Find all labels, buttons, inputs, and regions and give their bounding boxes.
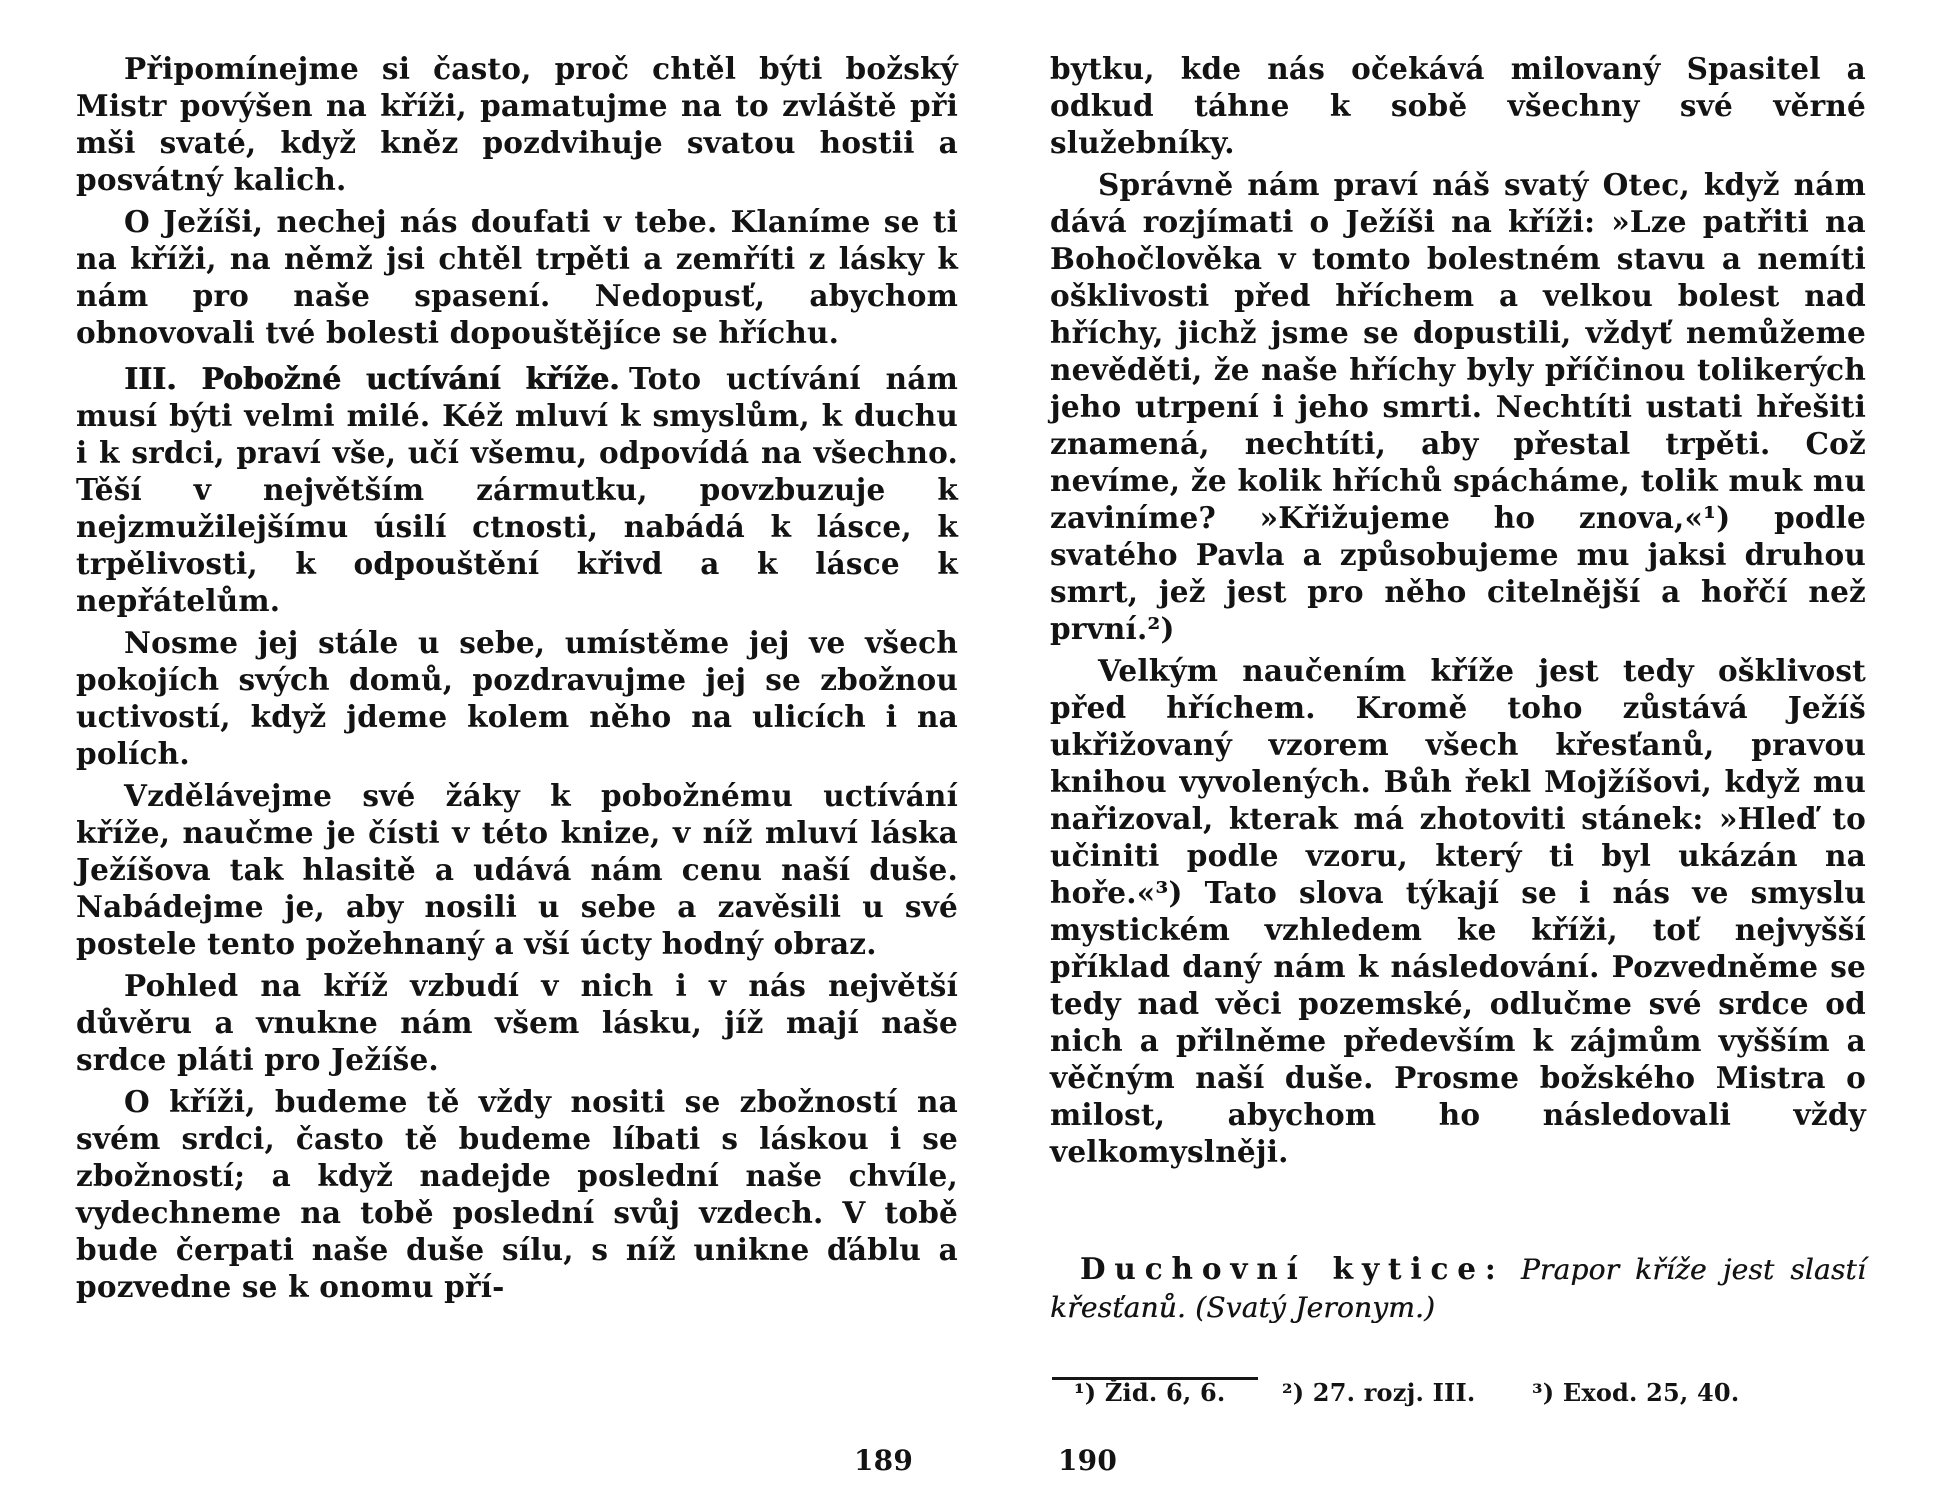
section-heading: III. Pobožné uctívání kříže. (124, 361, 620, 396)
paragraph: Správně nám praví náš svatý Otec, když nám dává rozjímati o Ježíši na kříži: »Lze patřiti na Bohočlověka v tomto bolestném stavu a nemíti ošklivosti před hříchem a velkou bolest nad hříchy, jichž jsme se dopustili, vždyť nemůžeme nevěděti, že naše hříchy byly příčinou tolikerých jeho utrpení i jeho smrti. Nechtíti ustati hřešiti znamená, nechtíti, aby přestal trpěti. Což nevíme, že kolik hříchů spácháme, tolik muk mu zaviníme? »Křižujeme ho znova,«¹) podle svatého Pavla a způsobujeme mu jaksi druhou smrt, jež jest pro něho citelnější a hořčí než první.²) (1050, 167, 1866, 646)
footnote: ³) Exod. 25, 40. (1532, 1378, 1740, 1407)
paragraph: Připomínejme si často, proč chtěl býti božský Mistr povýšen na kříži, pamatujme na to zvláště při mši svaté, když kněz pozdvihuje svatou hostii a posvátný kalich. (76, 51, 958, 197)
bouquet-quote: Prapor kříže jest slastí křesťanů. (Svatý Jeronym.) (1050, 1253, 1866, 1324)
footnotes-line (1074, 1378, 1890, 1408)
section-paragraph (76, 360, 958, 619)
footnote: ²) 27. rozj. III. (1281, 1378, 1476, 1407)
page-number: 190 (1058, 1444, 1118, 1477)
paragraph: Vzdělávejme své žáky k pobožnému uctívání kříže, naučme je čísti v této knize, v níž mluví láska Ježíšova tak hlasitě a udává nám cenu naší duše. Nabádejme je, aby nosili u sebe a zavěsili u své postele tento požehnaný a vší úcty hodný obraz. (76, 778, 958, 961)
paragraph: Nosme jej stále u sebe, umístěme jej ve všech pokojích svých domů, pozdravujme jej se zbožnou uctivostí, když jdeme kolem něho na ulicích i na polích. (76, 625, 958, 771)
paragraph: bytku, kde nás očekává milovaný Spasitel a odkud táhne k sobě všechny své věrné služebníky. (1050, 51, 1866, 160)
bouquet-label: Duchovní kytice: (1080, 1251, 1505, 1286)
page-189 (76, 50, 958, 1500)
page-number: 189 (854, 1444, 914, 1477)
paragraph: Pohled na kříž vzbudí v nich i v nás největší důvěru a vnukne nám všem lásku, jíž mají naše srdce pláti pro Ježíše. (76, 968, 958, 1077)
paragraph: Velkým naučením kříže jest tedy ošklivost před hříchem. Kromě toho zůstává Ježíš ukřižovaný vzorem všech křesťanů, pravou knihou vyvolených. Bůh řekl Mojžíšovi, když mu nařizoval, kterak má zhotoviti stánek: »Hleď to učiniti podle vzoru, který ti byl ukázán na hoře.«³) Tato slova týkají se i nás ve smyslu mystickém vzhledem ke kříži, toť nejvyšší příklad daný nám k následování. Pozvedněme se tedy nad věci pozemské, odlučme své srdce od nich a přilněme především k zájmům vyšším a věčným naší duše. Prosme božského Mistra o milost, abychom ho následovali vždy velkomyslněji. (1050, 653, 1866, 1169)
paragraph: O kříži, budeme tě vždy nositi se zbožností na svém srdci, často tě budeme líbati s láskou i se zbožností; a když nadejde poslední naše chvíle, vydechneme na tobě poslední svůj vzdech. V tobě bude čerpati naše duše sílu, s níž unikne ďáblu a pozvedne se k onomu pří- (76, 1084, 958, 1304)
page-190 (1050, 50, 1866, 1500)
section-text: Toto uctívání nám musí býti velmi milé. Kéž mluví k smyslům, k duchu i k srdci, praví vše, učí všemu, odpovídá na všechno. Těší v největším zármutku, povzbuzuje k nejzmužilejšímu úsilí ctnosti, nabádá k lásce, k trpělivosti, k odpouštění křivd a k lásce k nepřátelům. (76, 361, 958, 618)
spiritual-bouquet (1050, 1250, 1866, 1326)
footnote: ¹) Žid. 6, 6. (1074, 1378, 1226, 1407)
paragraph: O Ježíši, nechej nás doufati v tebe. Klaníme se ti na kříži, na němž jsi chtěl trpěti a zemříti z lásky k nám pro naše spasení. Nedopusť, abychom obnovovali tvé bolesti dopouštějíce se hříchu. (76, 204, 958, 350)
